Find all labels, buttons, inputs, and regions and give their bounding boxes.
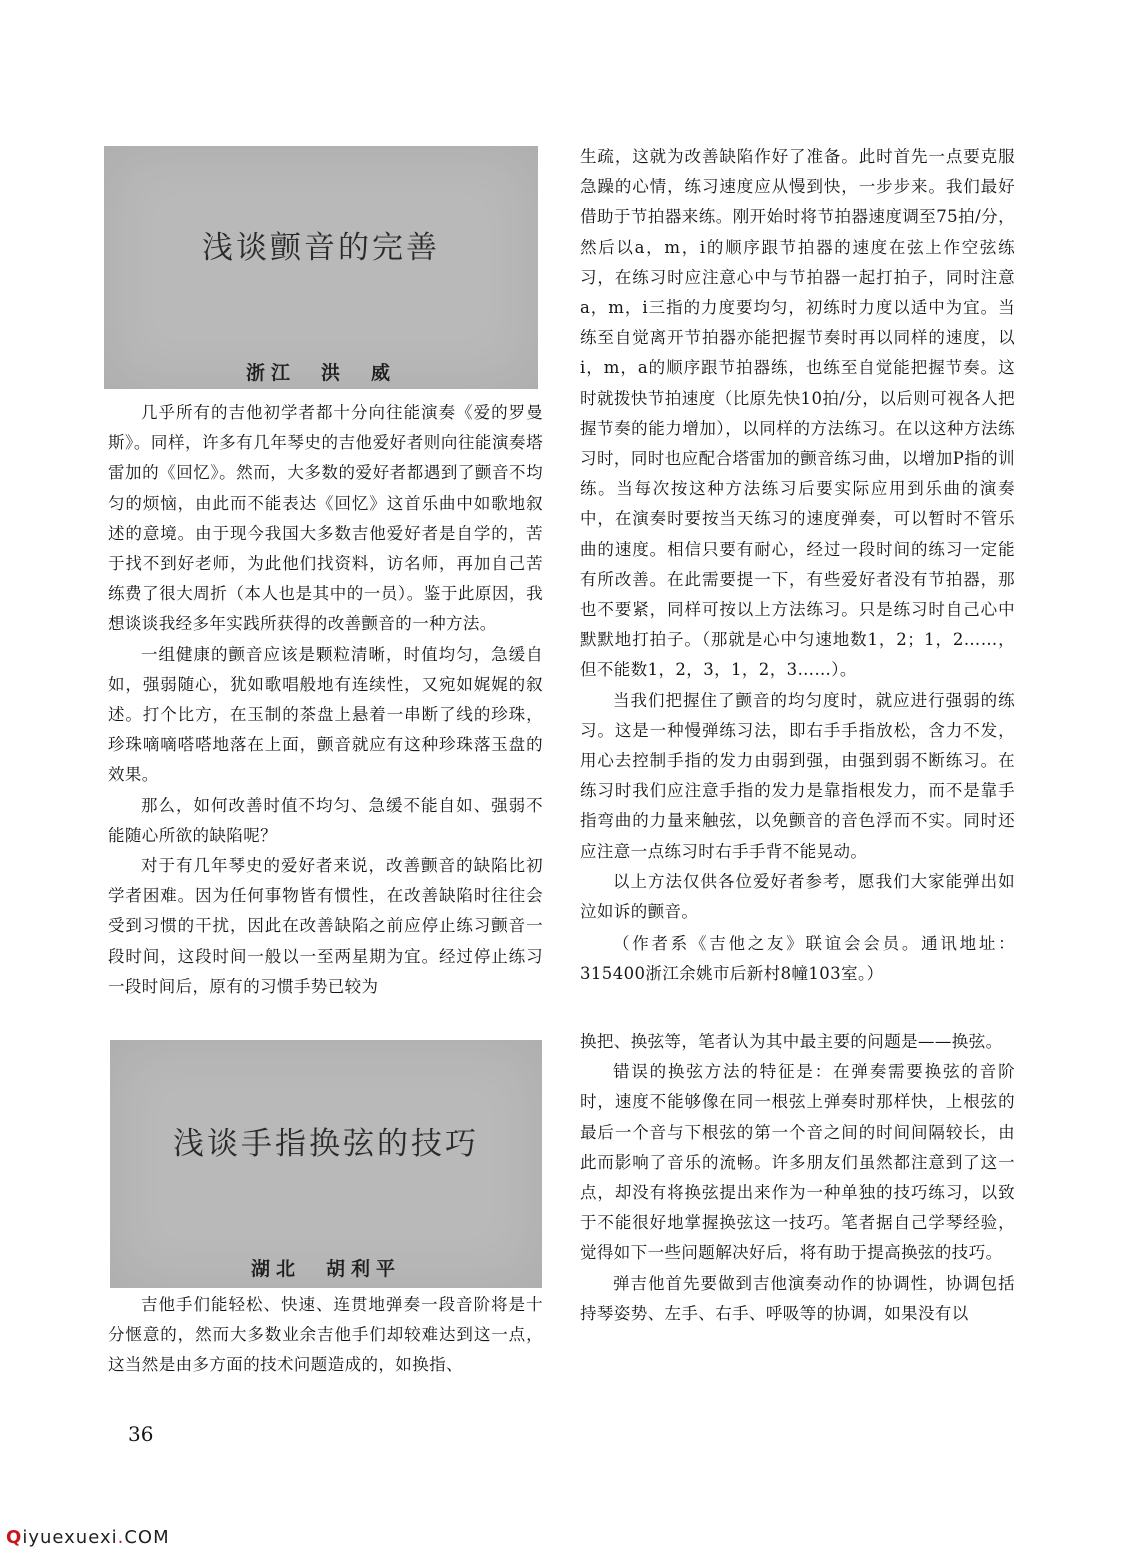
article1-right-column	[580, 142, 1015, 990]
article2-continuation: 换把、换弦等，笔者认为其中最主要的问题是——换弦。	[580, 1032, 1003, 1051]
article1-paragraph-1: 几乎所有的吉他初学者都十分向往能演奏《爱的罗曼斯》。同样，许多有几年琴史的吉他爱好者则向往能演奏塔雷加的《回忆》。然而，大多数的爱好者都遇到了颤音不均匀的烦恼，由此而不能表达《回忆》这首乐曲中如歌地叙述的意境。由于现今我国大多数吉他爱好者是自学的，苦于找不到好老师，为此他们找资料，访名师，再加自己苦练费了很大周折（本人也是其中的一员）。鉴于此原因，我想谈谈我经多年实践所获得的改善颤音的一种方法。	[108, 403, 543, 634]
article1-continuation: 生疏，这就为改善缺陷作好了准备。此时首先一点要克服急躁的心情，练习速度应从慢到快，一步步来。我们最好借助于节拍器来练。刚开始时将节拍器速度调至75拍/分，然后以a，m，i的顺序跟节拍器的速度在弦上作空弦练习，在练习时应注意心中与节拍器一起打拍子，同时注意a，m，i三指的力度要均匀，初练时力度以适中为宜。当练至自觉离开节拍器亦能把握节奏时再以同样的速度，以i，m，a的顺序跟节拍器练，也练至自觉能把握节奏。这时就拨快节拍速度（比原先快10拍/分，以后则可视各人把握节奏的能力增加），以同样的方法练习。在以这种方法练习时，同时也应配合塔雷加的颤音练习曲，以增加P指的训练。当每次按这种方法练习后要实际应用到乐曲的演奏中，在演奏时要按当天练习的速度弹奏，可以暂时不管乐曲的速度。相信只要有耐心，经过一段时间的练习一定能有所改善。在此需要提一下，有些爱好者没有节拍器，那也不要紧，同样可按以上方法练习。只是练习时自己心中默默地打拍子。（那就是心中匀速地数1，2；1，2……，但不能数1，2，3，1，2，3……）。	[580, 147, 1015, 680]
watermark-q: Q	[6, 1527, 23, 1548]
article1-author-note: （作者系《吉他之友》联谊会会员。通讯地址：315400浙江余姚市后新村8幢103室。）	[580, 934, 1015, 984]
article1-paragraph-6: 以上方法仅供各位爱好者参考，愿我们大家能弹出如泣如诉的颤音。	[580, 871, 1015, 922]
article1-left-column	[108, 398, 543, 1002]
article2-author: 湖北 胡利平	[250, 1258, 401, 1280]
article2-right-column	[580, 1027, 1015, 1329]
article2-paragraph-1: 吉他手们能轻松、快速、连贯地弹奏一段音阶将是十分惬意的，然而大多数业余吉他手们却较难达到这一点，这当然是由多方面的技术问题造成的，如换指、	[108, 1295, 543, 1375]
article1-title: 浅谈颤音的完善	[202, 230, 440, 266]
article2-title: 浅谈手指换弦的技巧	[173, 1126, 479, 1162]
article1-paragraph-4: 对于有几年琴史的爱好者来说，改善颤音的缺陷比初学者困难。因为任何事物皆有惯性，在改善缺陷时往往会受到习惯的干扰，因此在改善缺陷之前应停止练习颤音一段时间，这段时间一般以一至两星期为宜。经过停止练习一段时间后，原有的习惯手势已较为	[108, 856, 543, 996]
article2-paragraph-3: 弹吉他首先要做到吉他演奏动作的协调性，协调包括持琴姿势、左手、右手、呼吸等的协调，如果没有以	[580, 1273, 1015, 1323]
article1-author: 浙江 洪 威	[245, 362, 396, 384]
article1-paragraph-2: 一组健康的颤音应该是颗粒清晰，时值均匀，急缓自如，强弱随心，犹如歌唱般地有连续性，又宛如娓娓的叙述。打个比方，在玉制的茶盘上悬着一串断了线的珍珠，珍珠嘀嘀嗒嗒地落在上面，颤音就应有这种珍珠落玉盘的效果。	[108, 644, 543, 785]
article2-paragraph-2: 错误的换弦方法的特征是：在弹奏需要换弦的音阶时，速度不能够像在同一根弦上弹奏时那样快，上根弦的最后一个音与下根弦的第一个音之间的时间间隔较长，由此而影响了音乐的流畅。许多朋友们虽然都注意到了这一点，却没有将换弦提出来作为一种单独的技巧练习，以致于不能很好地掌握换弦这一技巧。笔者据自己学琴经验，觉得如下一些问题解决好后，将有助于提高换弦的技巧。	[580, 1062, 1015, 1263]
page-number: 36	[128, 1422, 154, 1446]
article1-paragraph-5: 当我们把握住了颤音的均匀度时，就应进行强弱的练习。这是一种慢弹练习法，即右手手指放松，含力不发，用心去控制手指的发力由弱到强，由强到弱不断练习。在练习时我们应注意手指的发力是靠指根发力，而不是靠手指弯曲的力量来触弦，以免颤音的音色浮而不实。同时还应注意一点练习时右手手背不能晃动。	[580, 690, 1015, 861]
article2-left-column	[108, 1290, 543, 1381]
watermark-domain: iyuexuexi	[22, 1527, 118, 1548]
watermark-tld: COM	[124, 1527, 170, 1548]
article1-paragraph-3: 那么，如何改善时值不均匀、急缓不能自如、强弱不能随心所欲的缺陷呢？	[108, 795, 543, 845]
site-watermark	[6, 1527, 170, 1548]
article2-banner	[110, 1040, 542, 1288]
watermark-dot: .	[117, 1527, 125, 1548]
article1-banner	[104, 146, 538, 389]
